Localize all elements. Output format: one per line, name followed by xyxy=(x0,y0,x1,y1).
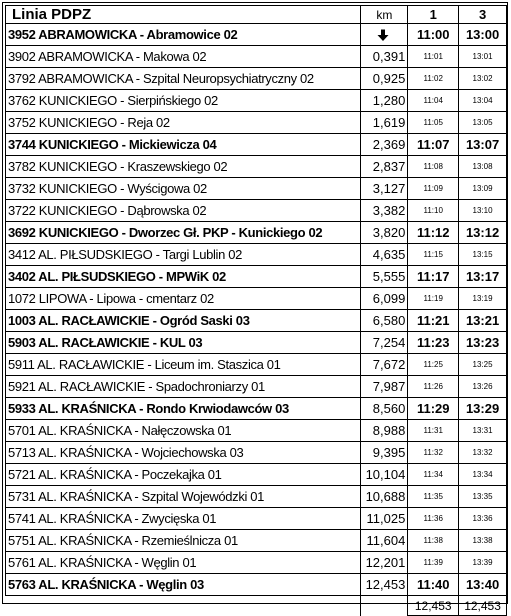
table-row xyxy=(6,442,507,464)
stop-name: 3952 ABRAMOWICKA - Abramowice 02 xyxy=(6,24,361,46)
stop-km: 9,395 xyxy=(361,442,408,464)
total-km-course-3: 12,453 xyxy=(459,596,507,616)
departure-course-1: 11:01 xyxy=(408,46,459,68)
stop-km: 8,560 xyxy=(361,398,408,420)
stop-km: 2,369 xyxy=(361,134,408,156)
table-row xyxy=(6,376,507,398)
departure-course-3: 13:25 xyxy=(459,354,507,376)
departure-course-1: 11:31 xyxy=(408,420,459,442)
departure-course-1: 11:08 xyxy=(408,156,459,178)
timetable xyxy=(5,5,507,616)
table-row xyxy=(6,134,507,156)
departure-course-3: 13:31 xyxy=(459,420,507,442)
stop-name: 5911 AL. RACŁAWICKIE - Liceum im. Staszica 01 xyxy=(6,354,361,376)
table-row xyxy=(6,530,507,552)
stop-km: 1,619 xyxy=(361,112,408,134)
departure-course-3: 13:10 xyxy=(459,200,507,222)
departure-course-3: 13:34 xyxy=(459,464,507,486)
stop-name: 3752 KUNICKIEGO - Reja 02 xyxy=(6,112,361,134)
stop-km: 6,580 xyxy=(361,310,408,332)
stop-km: 6,099 xyxy=(361,288,408,310)
stop-km xyxy=(361,24,408,46)
departure-course-1: 11:38 xyxy=(408,530,459,552)
stop-km: 8,988 xyxy=(361,420,408,442)
table-row xyxy=(6,486,507,508)
departure-course-3: 13:01 xyxy=(459,46,507,68)
departure-course-1: 11:26 xyxy=(408,376,459,398)
table-row xyxy=(6,178,507,200)
departure-course-1: 11:00 xyxy=(408,24,459,46)
departure-course-3: 13:23 xyxy=(459,332,507,354)
table-row xyxy=(6,222,507,244)
stop-name: 3782 KUNICKIEGO - Kraszewskiego 02 xyxy=(6,156,361,178)
table-row xyxy=(6,244,507,266)
departure-course-1: 11:39 xyxy=(408,552,459,574)
table-row xyxy=(6,464,507,486)
table-row xyxy=(6,156,507,178)
stop-km: 7,672 xyxy=(361,354,408,376)
stop-km: 7,254 xyxy=(361,332,408,354)
stop-name: 1003 AL. RACŁAWICKIE - Ogród Saski 03 xyxy=(6,310,361,332)
stop-name: 5933 AL. KRAŚNICKA - Rondo Krwiodawców 03 xyxy=(6,398,361,420)
stop-name: 5701 AL. KRAŚNICKA - Nałęczowska 01 xyxy=(6,420,361,442)
table-row xyxy=(6,420,507,442)
stop-name: 3722 KUNICKIEGO - Dąbrowska 02 xyxy=(6,200,361,222)
stop-name: 3732 KUNICKIEGO - Wyścigowa 02 xyxy=(6,178,361,200)
stop-name: 5721 AL. KRAŚNICKA - Poczekajka 01 xyxy=(6,464,361,486)
table-row xyxy=(6,574,507,596)
departure-course-1: 11:23 xyxy=(408,332,459,354)
table-row xyxy=(6,266,507,288)
departure-course-1: 11:02 xyxy=(408,68,459,90)
stop-km: 3,127 xyxy=(361,178,408,200)
departure-course-1: 11:10 xyxy=(408,200,459,222)
stop-name: 3902 ABRAMOWICKA - Makowa 02 xyxy=(6,46,361,68)
stop-name: 5921 AL. RACŁAWICKIE - Spadochroniarzy 01 xyxy=(6,376,361,398)
departure-course-1: 11:09 xyxy=(408,178,459,200)
course-1-header: 1 xyxy=(408,6,459,24)
departure-course-3: 13:05 xyxy=(459,112,507,134)
departure-course-3: 13:17 xyxy=(459,266,507,288)
table-row xyxy=(6,508,507,530)
stop-name: 5731 AL. KRAŚNICKA - Szpital Wojewódzki 01 xyxy=(6,486,361,508)
stop-km: 11,025 xyxy=(361,508,408,530)
departure-course-3: 13:32 xyxy=(459,442,507,464)
stop-name: 1072 LIPOWA - Lipowa - cmentarz 02 xyxy=(6,288,361,310)
table-row xyxy=(6,68,507,90)
departure-course-1: 11:35 xyxy=(408,486,459,508)
table-row xyxy=(6,90,507,112)
departure-course-1: 11:12 xyxy=(408,222,459,244)
stop-km: 10,688 xyxy=(361,486,408,508)
stop-name: 5763 AL. KRAŚNICKA - Węglin 03 xyxy=(6,574,361,596)
departure-course-3: 13:02 xyxy=(459,68,507,90)
stop-km: 0,925 xyxy=(361,68,408,90)
stop-km: 1,280 xyxy=(361,90,408,112)
stop-name: 3744 KUNICKIEGO - Mickiewicza 04 xyxy=(6,134,361,156)
stop-km: 3,820 xyxy=(361,222,408,244)
stop-km: 3,382 xyxy=(361,200,408,222)
table-row xyxy=(6,288,507,310)
km-header: km xyxy=(361,6,408,24)
totals-spacer xyxy=(361,596,408,616)
stop-km: 10,104 xyxy=(361,464,408,486)
departure-course-3: 13:04 xyxy=(459,90,507,112)
departure-course-1: 11:19 xyxy=(408,288,459,310)
departure-course-1: 11:21 xyxy=(408,310,459,332)
stop-name: 5761 AL. KRAŚNICKA - Węglin 01 xyxy=(6,552,361,574)
stop-name: 3412 AL. PIŁSUDSKIEGO - Targi Lublin 02 xyxy=(6,244,361,266)
departure-course-3: 13:00 xyxy=(459,24,507,46)
stop-km: 5,555 xyxy=(361,266,408,288)
total-km-course-1: 12,453 xyxy=(408,596,459,616)
departure-course-3: 13:38 xyxy=(459,530,507,552)
table-row xyxy=(6,552,507,574)
departure-course-3: 13:07 xyxy=(459,134,507,156)
stop-km: 0,391 xyxy=(361,46,408,68)
stop-name: 3792 ABRAMOWICKA - Szpital Neuropsychiatryczny 02 xyxy=(6,68,361,90)
stop-name: 3762 KUNICKIEGO - Sierpińskiego 02 xyxy=(6,90,361,112)
stop-km: 2,837 xyxy=(361,156,408,178)
departure-course-1: 11:25 xyxy=(408,354,459,376)
table-row xyxy=(6,112,507,134)
departure-course-3: 13:26 xyxy=(459,376,507,398)
stop-name: 5751 AL. KRAŚNICKA - Rzemieślnicza 01 xyxy=(6,530,361,552)
timetable-body xyxy=(6,6,507,616)
stop-km: 12,453 xyxy=(361,574,408,596)
departure-course-1: 11:29 xyxy=(408,398,459,420)
totals-spacer xyxy=(6,596,361,616)
down-arrow-icon xyxy=(361,25,405,45)
departure-course-1: 11:32 xyxy=(408,442,459,464)
table-row xyxy=(6,398,507,420)
departure-course-3: 13:19 xyxy=(459,288,507,310)
stop-km: 4,635 xyxy=(361,244,408,266)
stop-km: 11,604 xyxy=(361,530,408,552)
stop-name: 5741 AL. KRAŚNICKA - Zwycięska 01 xyxy=(6,508,361,530)
departure-course-3: 13:35 xyxy=(459,486,507,508)
table-row xyxy=(6,24,507,46)
table-row xyxy=(6,46,507,68)
departure-course-1: 11:34 xyxy=(408,464,459,486)
totals-row xyxy=(6,596,507,616)
stop-name: 5903 AL. RACŁAWICKIE - KUL 03 xyxy=(6,332,361,354)
departure-course-1: 11:04 xyxy=(408,90,459,112)
timetable-sheet xyxy=(2,2,508,613)
departure-course-1: 11:15 xyxy=(408,244,459,266)
departure-course-3: 13:40 xyxy=(459,574,507,596)
departure-course-3: 13:09 xyxy=(459,178,507,200)
departure-course-1: 11:17 xyxy=(408,266,459,288)
departure-course-1: 11:05 xyxy=(408,112,459,134)
course-3-header: 3 xyxy=(459,6,507,24)
stop-km: 12,201 xyxy=(361,552,408,574)
stop-name: 5713 AL. KRAŚNICKA - Wojciechowska 03 xyxy=(6,442,361,464)
departure-course-3: 13:21 xyxy=(459,310,507,332)
stop-name: 3692 KUNICKIEGO - Dworzec Gł. PKP - Kunickiego 02 xyxy=(6,222,361,244)
departure-course-3: 13:12 xyxy=(459,222,507,244)
table-row xyxy=(6,354,507,376)
departure-course-1: 11:40 xyxy=(408,574,459,596)
table-row xyxy=(6,310,507,332)
departure-course-3: 13:39 xyxy=(459,552,507,574)
departure-course-3: 13:08 xyxy=(459,156,507,178)
stop-name: 3402 AL. PIŁSUDSKIEGO - MPWiK 02 xyxy=(6,266,361,288)
table-row xyxy=(6,332,507,354)
departure-course-1: 11:07 xyxy=(408,134,459,156)
line-title: Linia PDPZ xyxy=(6,6,361,24)
departure-course-3: 13:36 xyxy=(459,508,507,530)
departure-course-3: 13:29 xyxy=(459,398,507,420)
stop-km: 7,987 xyxy=(361,376,408,398)
departure-course-1: 11:36 xyxy=(408,508,459,530)
header-row xyxy=(6,6,507,24)
departure-course-3: 13:15 xyxy=(459,244,507,266)
table-row xyxy=(6,200,507,222)
